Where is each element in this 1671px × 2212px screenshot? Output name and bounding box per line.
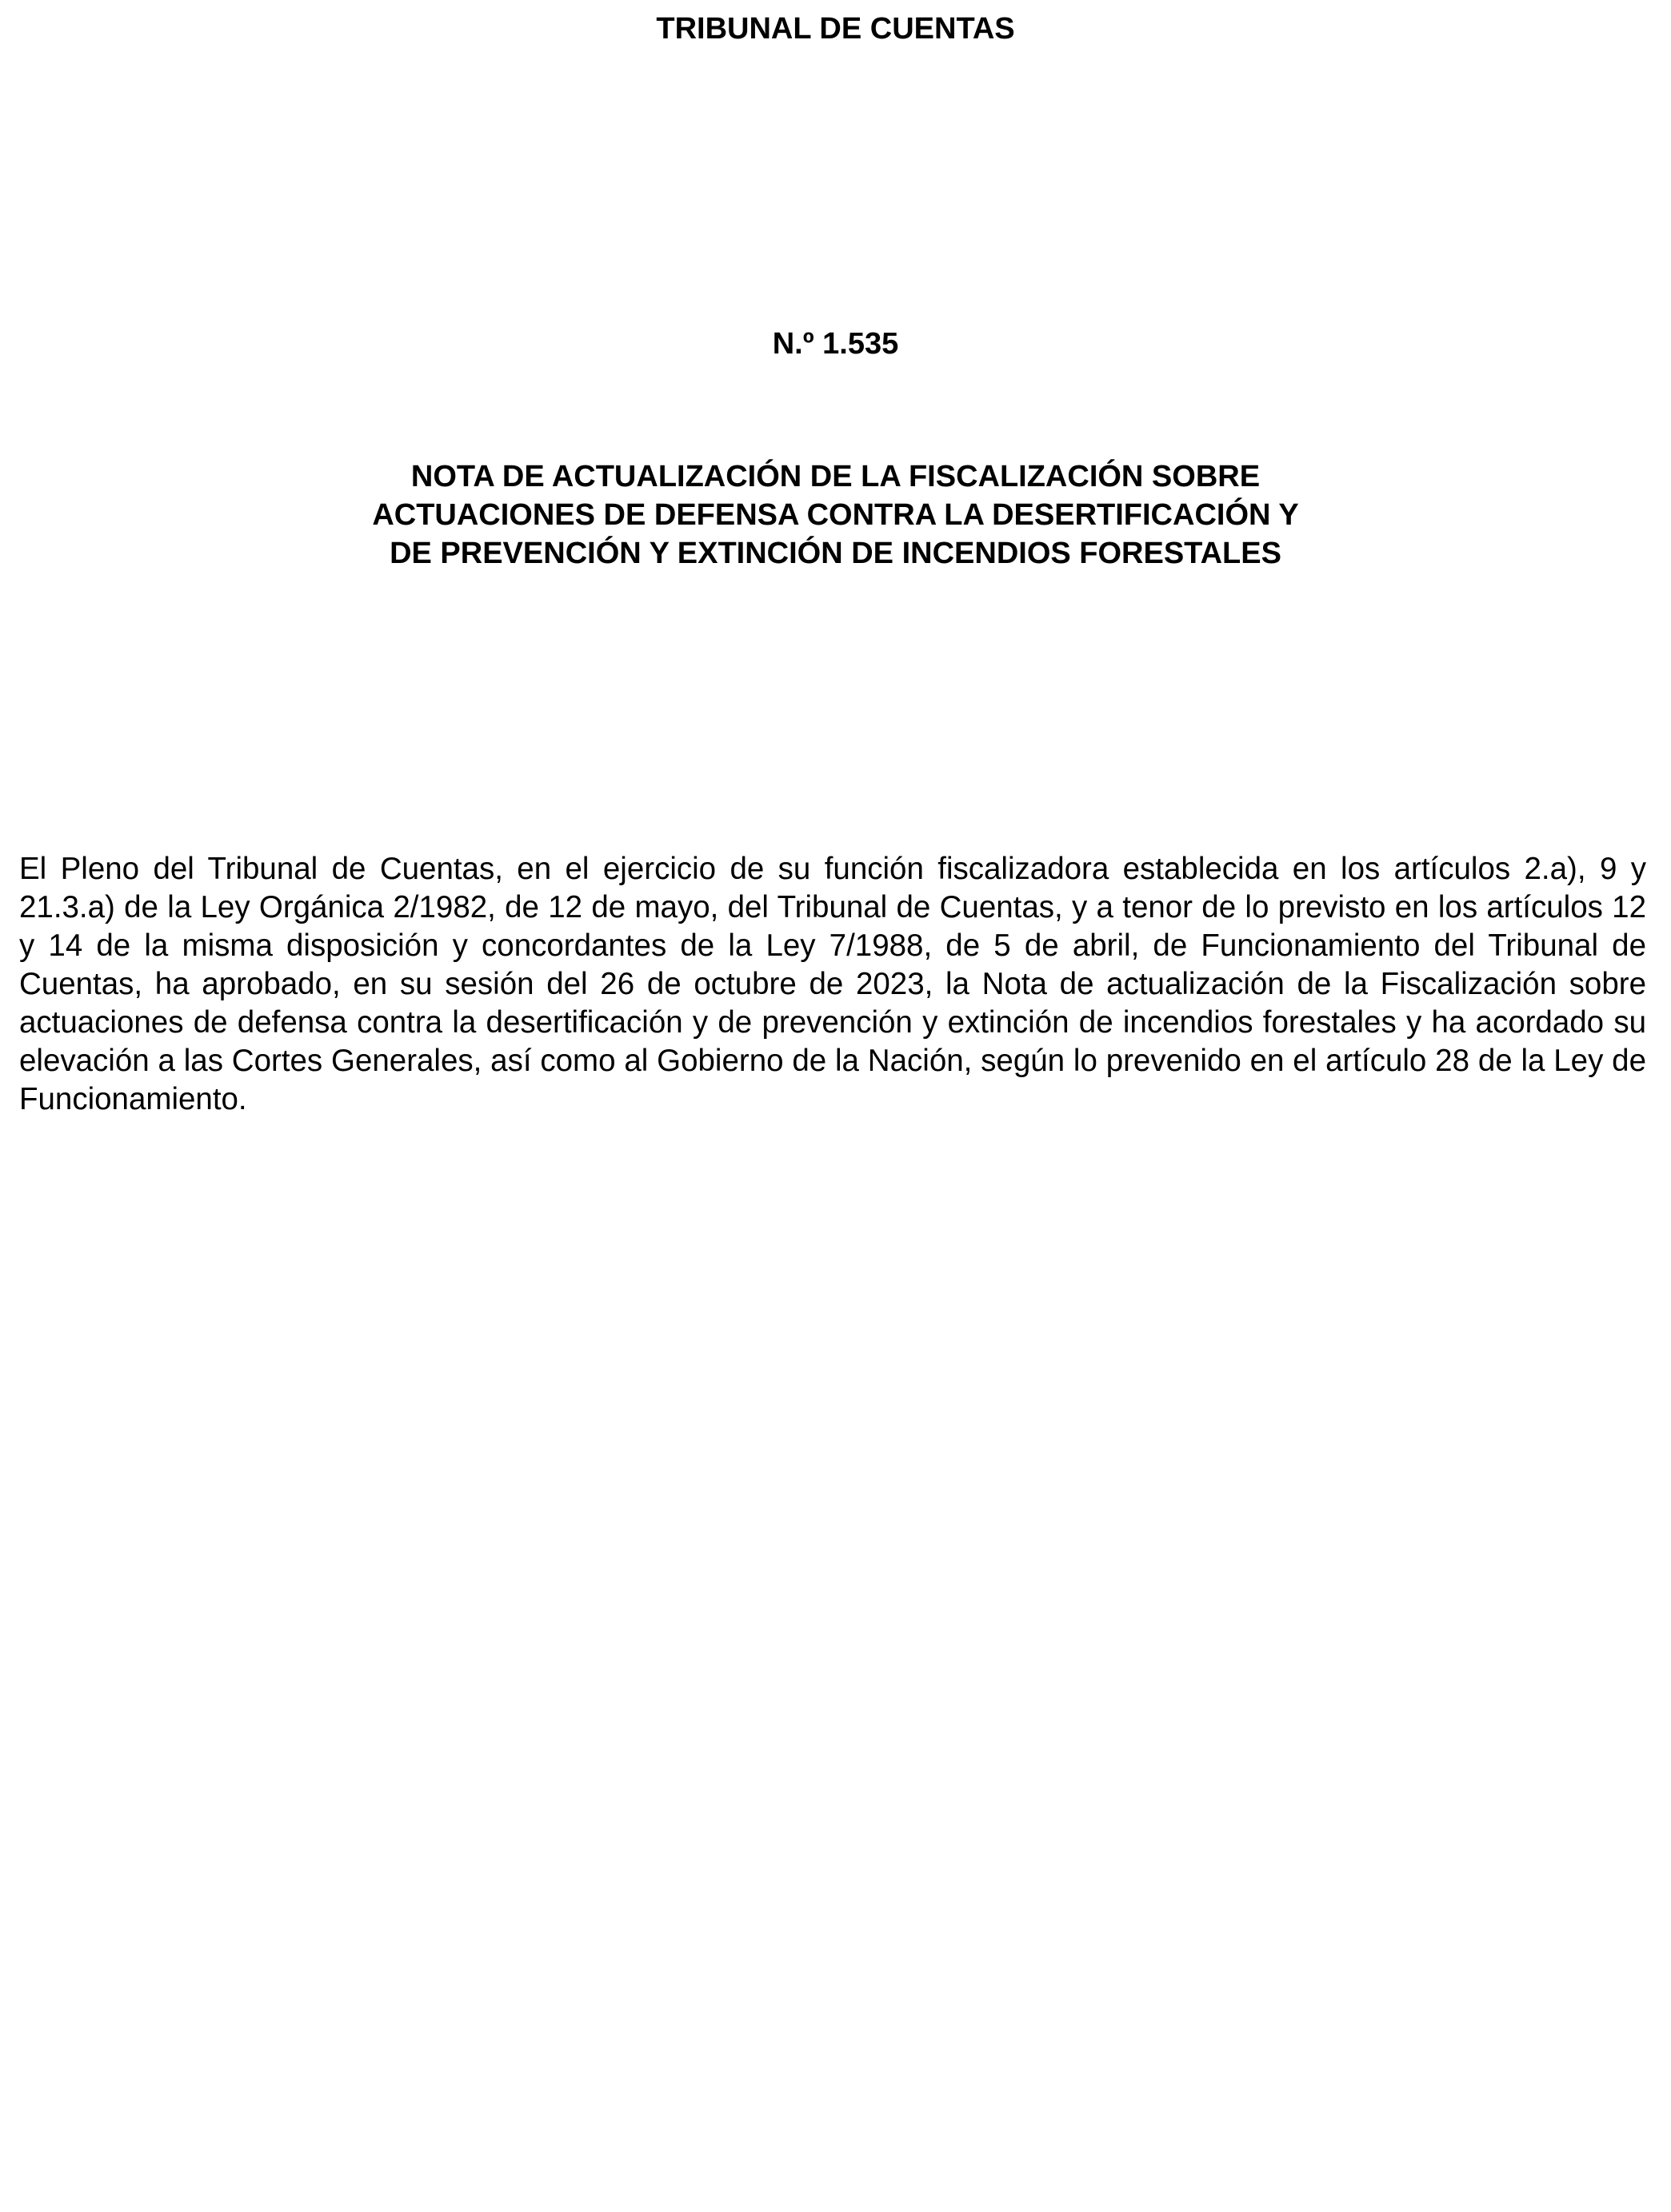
institution-header: TRIBUNAL DE CUENTAS: [656, 12, 1015, 46]
document-title-line: ACTUACIONES DE DEFENSA CONTRA LA DESERTIFICACIÓN Y: [372, 498, 1299, 532]
document-title: [0, 457, 1671, 573]
document-title-line: DE PREVENCIÓN Y EXTINCIÓN DE INCENDIOS FORESTALES: [390, 537, 1281, 570]
document-title-line: NOTA DE ACTUALIZACIÓN DE LA FISCALIZACIÓN SOBRE: [410, 460, 1261, 493]
body-paragraph: El Pleno del Tribunal de Cuentas, en el ejercicio de su función fiscalizadora establecida en los artículos 2.a), 9 y 21.3.a) de la Ley Orgánica 2/1982, de 12 de mayo, del Tribunal de Cuentas, y a tenor de lo previsto en los artículos 12 y 14 de la misma disposición y concordantes de la Ley 7/1988, de 5 de abril, de Funcionamiento del Tribunal de Cuentas, ha aprobado, en su sesión del 26 de octubre de 2023, la Nota de actualización de la Fiscalización sobre actuaciones de defensa contra la desertificación y de prevención y extinción de incendios forestales y ha acordado su elevación a las Cortes Generales, así como al Gobierno de la Nación, según lo prevenido en el artículo 28 de la Ley de Funcionamiento.: [19, 852, 1646, 1116]
document-number: N.º 1.535: [772, 327, 899, 361]
